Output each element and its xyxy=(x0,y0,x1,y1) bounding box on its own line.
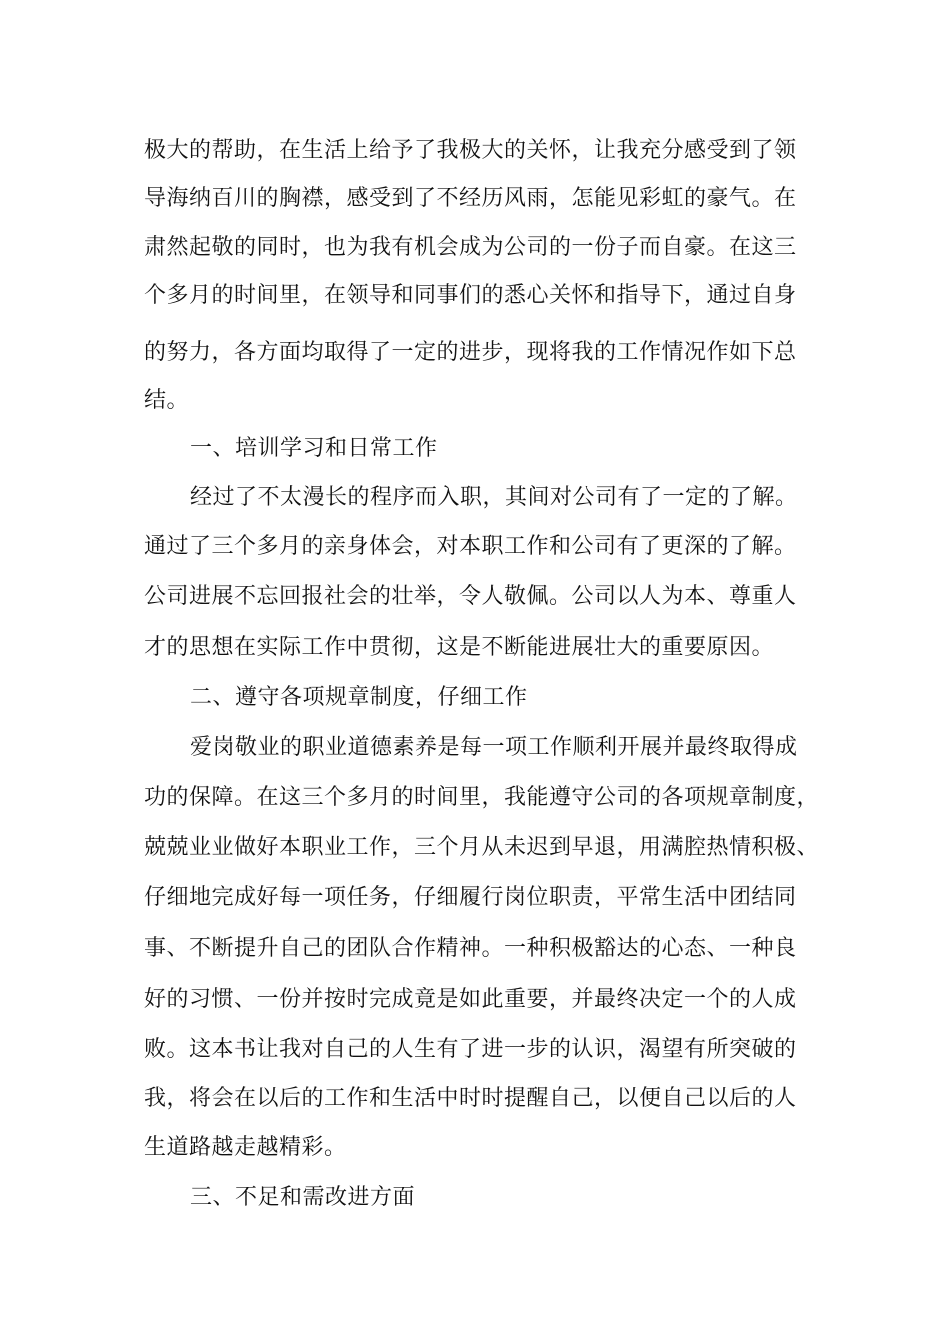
paragraph-line: 好的习惯、一份并按时完成竟是如此重要，并最终决定一个的人成 xyxy=(144,987,797,1012)
paragraph-line: 极大的帮助，在生活上给予了我极大的关怀，让我充分感受到了领 xyxy=(144,138,797,163)
paragraph-line: 结。 xyxy=(144,388,190,413)
section-heading-2: 二、遵守各项规章制度，仔细工作 xyxy=(190,685,528,710)
paragraph-line: 个多月的时间里，在领导和同事们的悉心关怀和指导下，通过自身 xyxy=(144,283,797,308)
paragraph-line: 兢兢业业做好本职业工作，三个月从未迟到早退，用满腔热情积极、 xyxy=(144,835,820,860)
paragraph-line: 导海纳百川的胸襟，感受到了不经历风雨，怎能见彩虹的豪气。在 xyxy=(144,186,797,211)
paragraph-line: 事、不断提升自己的团队合作精神。一种积极豁达的心态、一种良 xyxy=(144,936,797,961)
paragraph-line: 仔细地完成好每一项任务，仔细履行岗位职责，平常生活中团结同 xyxy=(144,885,797,910)
paragraph-line: 肃然起敬的同时，也为我有机会成为公司的一份子而自豪。在这三 xyxy=(144,235,797,260)
paragraph-line: 的努力，各方面均取得了一定的进步，现将我的工作情况作如下总 xyxy=(144,340,797,365)
paragraph-line: 经过了不太漫长的程序而入职，其间对公司有了一定的了解。 xyxy=(190,485,798,510)
paragraph-line: 我，将会在以后的工作和生活中时时提醒自己，以便自己以后的人 xyxy=(144,1086,797,1111)
paragraph-line: 功的保障。在这三个多月的时间里，我能遵守公司的各项规章制度， xyxy=(144,785,820,810)
section-heading-3: 三、不足和需改进方面 xyxy=(190,1185,416,1210)
paragraph-line: 败。这本书让我对自己的人生有了进一步的认识，渴望有所突破的 xyxy=(144,1037,797,1062)
paragraph-line: 公司进展不忘回报社会的壮举，令人敬佩。公司以人为本、尊重人 xyxy=(144,584,797,609)
paragraph-line: 通过了三个多月的亲身体会，对本职工作和公司有了更深的了解。 xyxy=(144,534,797,559)
section-heading-1: 一、培训学习和日常工作 xyxy=(190,436,438,461)
paragraph-line: 生道路越走越精彩。 xyxy=(144,1135,347,1160)
paragraph-line: 才的思想在实际工作中贯彻，这是不断能进展壮大的重要原因。 xyxy=(144,635,775,660)
paragraph-line: 爱岗敬业的职业道德素养是每一项工作顺利开展并最终取得成 xyxy=(190,735,798,760)
